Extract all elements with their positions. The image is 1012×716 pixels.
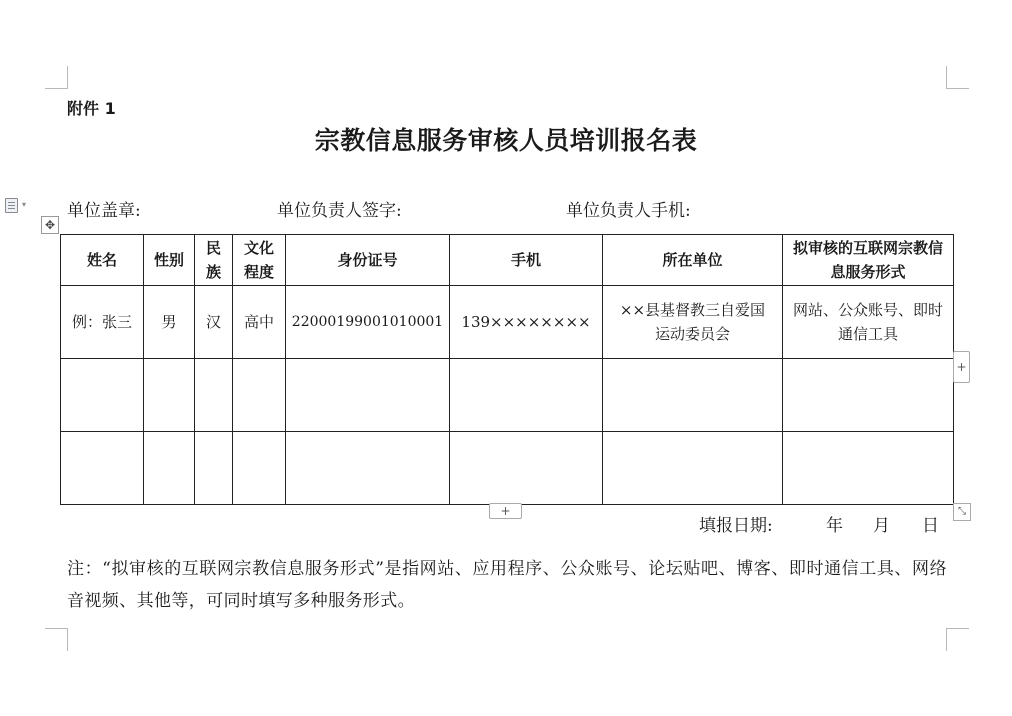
margin-mark-top-left bbox=[45, 66, 68, 89]
header-organization: 所在单位 bbox=[603, 235, 783, 286]
header-ethnicity bbox=[195, 235, 233, 286]
table-row bbox=[61, 359, 954, 432]
header-gender: 性别 bbox=[144, 235, 195, 286]
cell-empty[interactable] bbox=[61, 432, 144, 505]
header-id-number: 身份证号 bbox=[286, 235, 450, 286]
table-row bbox=[61, 432, 954, 505]
cell-empty[interactable] bbox=[286, 432, 450, 505]
cell-organization-text: ××县基督教三自爱国运动委员会 bbox=[619, 301, 766, 343]
cell-empty[interactable] bbox=[61, 359, 144, 432]
footnote: 注：“拟审核的互联网宗教信息服务形式”是指网站、应用程序、公众账号、论坛贴吧、博客、即时通信工具、网络音视频、其他等，可同时填写多种服务形式。 bbox=[67, 559, 947, 611]
attachment-label: 附件 1 bbox=[67, 99, 116, 118]
registration-table bbox=[60, 234, 954, 505]
move-icon[interactable]: ✥ bbox=[41, 216, 59, 234]
table-row bbox=[61, 286, 954, 359]
cell-phone[interactable]: 139×××××××× bbox=[450, 286, 603, 359]
cell-organization[interactable] bbox=[603, 286, 783, 359]
fill-date-label: 填报日期: bbox=[699, 516, 773, 536]
cell-education[interactable]: 高中 bbox=[233, 286, 286, 359]
margin-mark-top-right bbox=[946, 66, 969, 89]
fill-date-year: 年 bbox=[826, 516, 843, 536]
chevron-down-icon[interactable]: ▾ bbox=[22, 200, 27, 209]
margin-mark-bottom-right bbox=[946, 628, 969, 651]
cell-empty[interactable] bbox=[603, 359, 783, 432]
cell-empty[interactable] bbox=[195, 359, 233, 432]
cell-empty[interactable] bbox=[783, 359, 954, 432]
resize-icon[interactable]: ⤡ bbox=[953, 503, 971, 521]
header-education-text: 文化程度 bbox=[243, 239, 274, 281]
add-column-button[interactable]: + bbox=[953, 351, 970, 383]
header-service-form-text: 拟审核的互联网宗教信息服务形式 bbox=[792, 239, 943, 281]
fill-date-month: 月 bbox=[873, 516, 890, 536]
header-phone: 手机 bbox=[450, 235, 603, 286]
cell-gender[interactable]: 男 bbox=[144, 286, 195, 359]
page-title: 宗教信息服务审核人员培训报名表 bbox=[314, 126, 698, 155]
cell-empty[interactable] bbox=[144, 432, 195, 505]
header-service-form bbox=[783, 235, 954, 286]
cell-name[interactable]: 例：张三 bbox=[61, 286, 144, 359]
cell-empty[interactable] bbox=[783, 432, 954, 505]
header-education bbox=[233, 235, 286, 286]
cell-id-number[interactable]: 22000199001010001 bbox=[286, 286, 450, 359]
cell-ethnicity[interactable]: 汉 bbox=[195, 286, 233, 359]
cell-empty[interactable] bbox=[450, 432, 603, 505]
margin-mark-bottom-left bbox=[45, 628, 68, 651]
cell-empty[interactable] bbox=[233, 359, 286, 432]
cell-service-form[interactable] bbox=[783, 286, 954, 359]
leader-signature-label: 单位负责人签字: bbox=[277, 201, 402, 221]
leader-phone-label: 单位负责人手机: bbox=[566, 201, 691, 221]
unit-seal-label: 单位盖章: bbox=[67, 201, 141, 221]
fill-date-day: 日 bbox=[922, 516, 939, 536]
cell-empty[interactable] bbox=[233, 432, 286, 505]
header-name: 姓名 bbox=[61, 235, 144, 286]
header-ethnicity-text: 民族 bbox=[205, 239, 221, 281]
cell-empty[interactable] bbox=[286, 359, 450, 432]
document-outline-icon[interactable] bbox=[5, 198, 18, 213]
cell-empty[interactable] bbox=[144, 359, 195, 432]
cell-empty[interactable] bbox=[195, 432, 233, 505]
add-row-button[interactable]: + bbox=[489, 503, 522, 519]
cell-empty[interactable] bbox=[603, 432, 783, 505]
table-header-row bbox=[61, 235, 954, 286]
cell-empty[interactable] bbox=[450, 359, 603, 432]
cell-service-form-text: 网站、公众账号、即时通信工具 bbox=[792, 301, 943, 343]
